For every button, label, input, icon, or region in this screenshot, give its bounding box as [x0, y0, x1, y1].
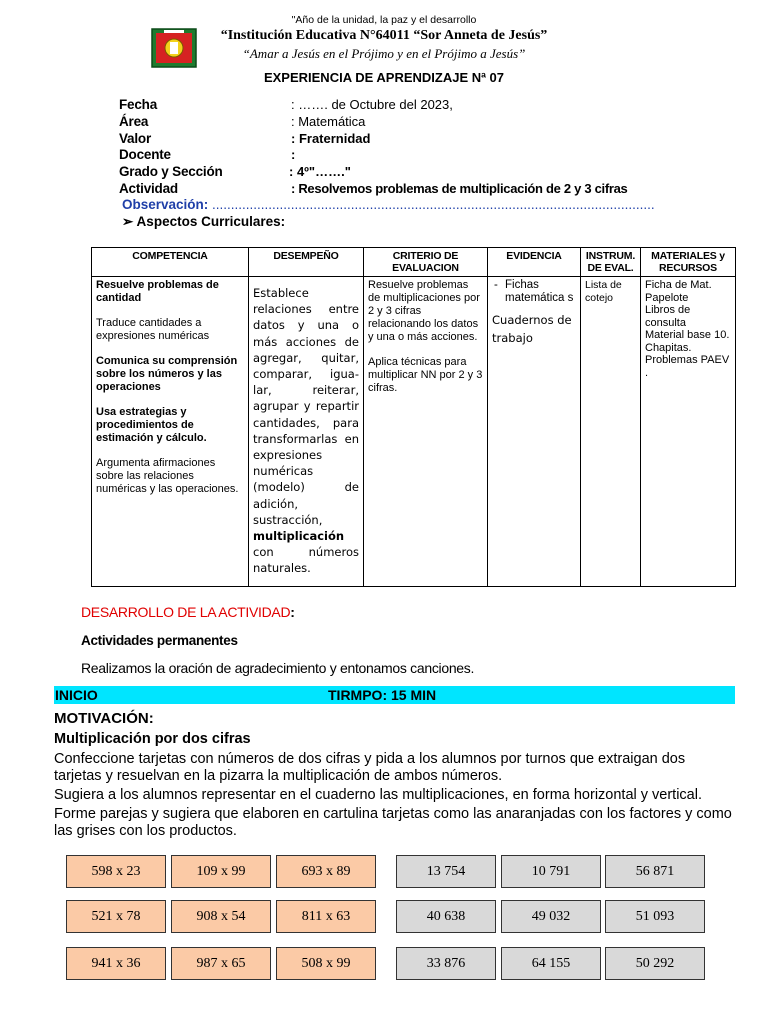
info-label: Actividad — [119, 180, 178, 196]
cell-competencia — [92, 277, 249, 587]
info-label: Valor — [119, 130, 152, 146]
paragraph: Sugiera a los alumnos representar en el cuaderno las multiplicaciones, en forma horizontal y vertical. — [54, 787, 702, 803]
observacion-label: Observación: — [122, 197, 209, 212]
info-value: : Matemática — [291, 113, 366, 129]
competencia-item: Traduce cantidades a expresiones numéricas — [96, 317, 210, 342]
cell-instrumento: Lista de cotejo — [581, 277, 641, 587]
product-card: 51 093 — [605, 900, 705, 933]
info-row-area — [119, 114, 719, 131]
evidencia-item: Cuadernos de trabajo — [492, 313, 572, 345]
desempeno-text-end: con números naturales. — [253, 545, 359, 576]
material-item: . — [645, 366, 649, 379]
competencia-item: Comunica su comprensión sobre los números y las operaciones — [96, 355, 238, 393]
header-materiales: MATERIALES y RECURSOS — [641, 248, 736, 277]
competencia-item: Argumenta afirmaciones sobre las relaciones numéricas y las operaciones. — [96, 457, 239, 495]
motivacion-heading: MOTIVACIÓN: — [54, 710, 154, 727]
factor-card: 811 x 63 — [276, 900, 376, 933]
desarrollo-colon: : — [290, 604, 295, 620]
info-value: : ……. de Octubre del 2023, — [291, 97, 453, 112]
product-card: 64 155 — [501, 947, 601, 980]
subtitle: Multiplicación por dos cifras — [54, 731, 251, 747]
table-header-row — [92, 248, 736, 277]
curricular-table — [91, 247, 736, 587]
info-value: : 4º"……." — [289, 164, 351, 180]
material-item: Problemas PAEV — [645, 354, 730, 366]
paragraph: Forme parejas y sugiera que elaboren en cartulina tarjetas como las anaranjadas con los factores y como las grises con los productos. — [54, 806, 732, 839]
criterio-item: Resuelve problemas de multiplicaciones por 2 y 3 cifras relacionando los datos y una o más acciones. — [368, 279, 480, 343]
product-card: 33 876 — [396, 947, 496, 980]
document-title: EXPERIENCIA DE APRENDIZAJE Nª 07 — [263, 70, 505, 85]
product-card: 10 791 — [501, 855, 601, 888]
factor-card: 693 x 89 — [276, 855, 376, 888]
year-motto: "Año de la unidad, la paz y el desarrollo — [291, 14, 477, 26]
factor-card: 508 x 99 — [276, 947, 376, 980]
info-label: Docente — [119, 147, 171, 163]
factor-card: 987 x 65 — [171, 947, 271, 980]
material-item: Chapitas. — [645, 341, 692, 354]
cell-evidencia — [488, 277, 581, 587]
info-block — [119, 97, 719, 198]
info-value: : Fraternidad — [291, 130, 371, 146]
factor-card: 521 x 78 — [66, 900, 166, 933]
header-competencia: COMPETENCIA — [92, 248, 249, 277]
observacion-line — [122, 197, 655, 212]
info-label: Grado y Sección — [119, 164, 223, 180]
oracion-text: Realizamos la oración de agradecimiento y entonamos canciones. — [81, 660, 475, 676]
criterio-item: Aplica técnicas para multiplicar NN por 2 y 3 cifras. — [368, 356, 483, 394]
competencia-item: Usa estrategias y procedimientos de estimación y cálculo. — [96, 406, 207, 444]
material-item: Material base 10. — [645, 329, 730, 341]
factor-card: 908 x 54 — [171, 900, 271, 933]
info-row-grado — [119, 164, 719, 181]
table-row — [92, 277, 736, 587]
inicio-label: INICIO — [55, 687, 98, 703]
desempeno-text: Establece relaciones entre datos y una o más acciones de agregar, quitar, comparar, igua-lar, reiterar, agrupar y repartir cantidades, para transformarlas en expresiones numéricas (modelo) de adición, sustracción, — [253, 286, 359, 527]
factor-card: 598 x 23 — [66, 855, 166, 888]
cell-criterio — [364, 277, 488, 587]
product-card: 56 871 — [605, 855, 705, 888]
info-label: Fecha — [119, 97, 158, 112]
cell-desempeno — [249, 277, 364, 587]
tiempo-label: TIRMPO: 15 MIN — [328, 687, 437, 703]
product-card: 49 032 — [501, 900, 601, 933]
observacion-dots: ...................................................................................................................... — [208, 197, 655, 212]
evidencia-item: - Fichas matemática s — [492, 279, 576, 305]
info-value: : — [291, 147, 296, 163]
header-evidencia: EVIDENCIA — [488, 248, 581, 277]
header-instrumento: INSTRUM. DE EVAL. — [581, 248, 641, 277]
info-row-docente — [119, 147, 719, 164]
desarrollo-title-text: DESARROLLO DE LA ACTIVIDAD — [81, 604, 291, 620]
header-criterio: CRITERIO DE EVALUACION — [364, 248, 488, 277]
material-item: Libros de consulta — [645, 304, 691, 329]
info-row-actividad — [119, 181, 719, 198]
info-value: : Resolvemos problemas de multiplicación de 2 y 3 cifras — [291, 180, 628, 196]
institution-name: “Institución Educativa N°64011 “Sor Anneta de Jesús” — [220, 28, 548, 43]
info-label: Área — [119, 113, 149, 129]
product-card: 50 292 — [605, 947, 705, 980]
cell-materiales — [641, 277, 736, 587]
aspectos-curriculares: ➢ Aspectos Curriculares: — [122, 214, 286, 229]
actividades-permanentes: Actividades permanentes — [81, 633, 238, 648]
info-row-fecha — [119, 97, 719, 114]
info-row-valor — [119, 131, 719, 148]
product-card: 13 754 — [396, 855, 496, 888]
factor-card: 941 x 36 — [66, 947, 166, 980]
desempeno-bold: multiplicación — [253, 529, 345, 544]
factor-card: 109 x 99 — [171, 855, 271, 888]
paragraph: Confeccione tarjetas con números de dos cifras y pida a los alumnos por turnos que extraigan dos tarjetas y resuelvan en la pizarra la multiplicación de ambos números. — [54, 751, 686, 784]
material-item: Ficha de Mat. Papelote — [645, 279, 712, 304]
competencia-item: Resuelve problemas de cantidad — [96, 279, 219, 304]
product-card: 40 638 — [396, 900, 496, 933]
institution-motto: “Amar a Jesús en el Prójimo y en el Prójimo a Jesús” — [242, 46, 526, 61]
header-desempeno: DESEMPEÑO — [249, 248, 364, 277]
desarrollo-title — [81, 604, 295, 620]
